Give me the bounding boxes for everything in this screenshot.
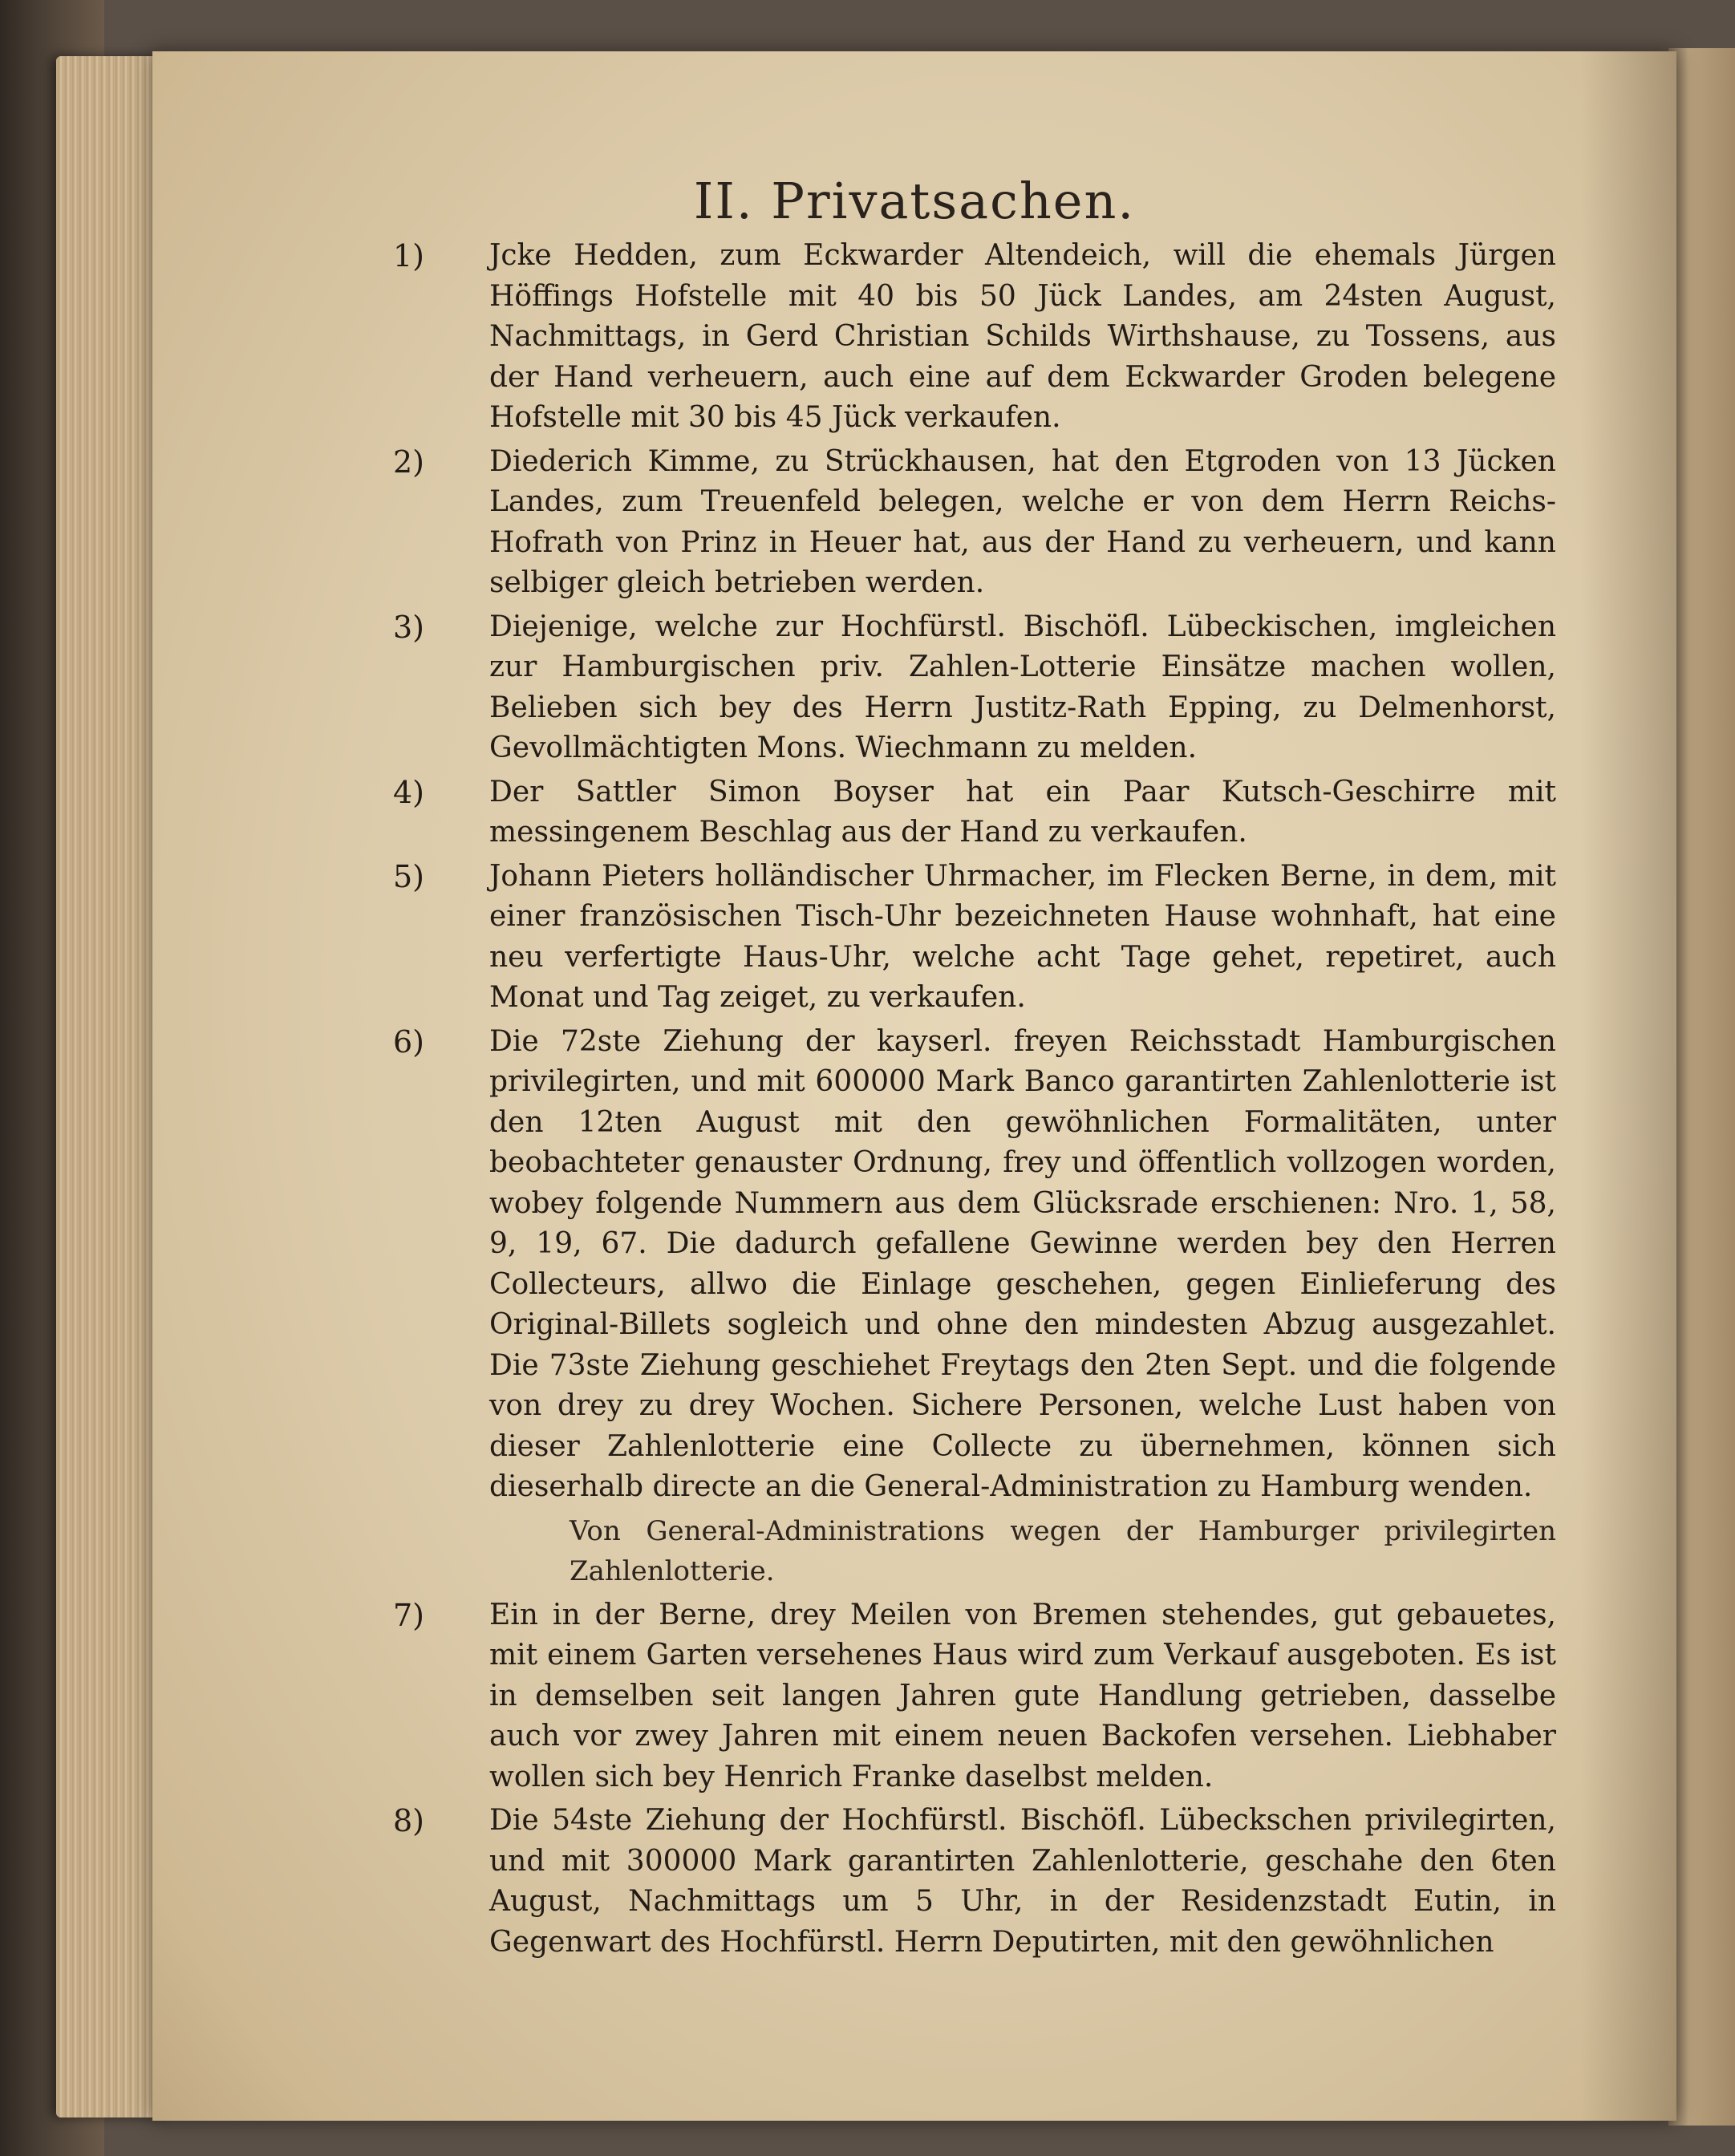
entry <box>152 607 1676 769</box>
entry-text: Ein in der Berne, drey Meilen von Bremen stehendes, gut gebauetes, mit einem Garten versehenes Haus wird zum Verkauf ausgeboten. Es ist in demselben seit langen Jahren gute Handlung getrieben, dasselbe auch vor zwey Jahren mit einem neuen Backofen versehen. Liebhaber wollen sich bey Henrich Franke daselbst melden. <box>489 1598 1556 1793</box>
facing-page-edge <box>1668 48 1735 2126</box>
entry <box>152 1022 1676 1508</box>
entry-number: 5) <box>393 858 425 894</box>
entry-text: Johann Pieters holländischer Uhrmacher, im Flecken Berne, in dem, mit einer französischen Tisch-Uhr bezeichneten Hause wohnhaft, hat eine neu verfertigte Haus-Uhr, welche acht Tage gehet, repetiret, auch Monat und Tag zeiget, zu verkaufen. <box>489 859 1556 1014</box>
entry-text: Der Sattler Simon Boyser hat ein Paar Kutsch-Geschirre mit messingenem Beschlag aus der Hand zu verkaufen. <box>489 775 1556 849</box>
entry-text: Die 72ste Ziehung der kayserl. freyen Reichsstadt Hamburgischen privilegirten, und mit 600000 Mark Banco garantirten Zahlenlotterie ist den 12ten August mit den gewöhnlichen Formalitäten, unter beobachteter genauster Ordnung, frey und öffentlich vollzogen worden, wobey folgende Nummern aus dem Glücksrade erschienen: Nro. 1, 58, 9, 19, 67. Die dadurch gefallene Gewinne werden bey den Herren Collecteurs, allwo die Einlage geschehen, gegen Einlieferung des Original-Billets sogleich und ohne den mindesten Abzug ausgezahlet. Die 73ste Ziehung geschiehet Freytags den 2ten Sept. und die folgende von drey zu drey Wochen. Sichere Personen, welche Lust haben von dieser Zahlenlotterie eine Collecte zu übernehmen, können sich dieserhalb directe an die General-Administration zu Hamburg wenden. <box>489 1024 1556 1503</box>
entry <box>152 236 1676 439</box>
page-edges <box>56 56 168 2118</box>
entry-number: 7) <box>393 1597 425 1633</box>
document-page <box>152 51 1676 2121</box>
entry <box>152 857 1676 1019</box>
page-title: II. Privatsachen. <box>693 172 1136 230</box>
entry-text: Die 54ste Ziehung der Hochfürstl. Bischöfl. Lübeckschen privilegirten, und mit 300000 Mark garantirten Zahlenlotterie, geschahe den 6ten August, Nachmittags um 5 Uhr, in der Residenzstadt Eutin, in Gegenwart des Hochfürstl. Herrn Deputirten, mit den gewöhnlichen <box>489 1804 1556 1959</box>
entry <box>152 1801 1676 1963</box>
entry-text: Jcke Hedden, zum Eckwarder Altendeich, will die ehemals Jürgen Höffings Hofstelle mit 40 bis 50 Jück Landes, am 24sten August, Nachmittags, in Gerd Christian Schilds Wirthshause, zu Tossens, aus der Hand verheuern, auch eine auf dem Eckwarder Groden belegene Hofstelle mit 30 bis 45 Jück verkaufen. <box>489 239 1556 434</box>
entry-signature: Von General-Administrations wegen der Hamburger privilegirten Zahlenlotterie. <box>570 1514 1556 1587</box>
entry-number: 2) <box>393 444 425 480</box>
entry-number: 6) <box>393 1023 425 1060</box>
entry-number: 1) <box>393 238 425 274</box>
entry-number: 4) <box>393 774 425 810</box>
entry-number: 8) <box>393 1803 425 1838</box>
entry-text: Diejenige, welche zur Hochfürstl. Bischöfl. Lübeckischen, imgleichen zur Hamburgischen priv. Zahlen-Lotterie Einsätze machen wollen, Belieben sich bey des Herrn Justitz-Rath Epping, zu Delmenhorst, Gevollmächtigten Mons. Wiechmann zu melden. <box>489 610 1556 764</box>
entry <box>152 1595 1676 1798</box>
entry <box>152 442 1676 604</box>
entry-text: Diederich Kimme, zu Strückhausen, hat den Etgroden von 13 Jücken Landes, zum Treuenfeld belegen, welche er von dem Herrn Reichs-Hofrath von Prinz in Heuer hat, aus der Hand zu verheuern, und kann selbiger gleich betrieben werden. <box>489 444 1556 599</box>
entry <box>152 772 1676 853</box>
entry-list <box>152 236 1676 1966</box>
entry-number: 3) <box>393 609 425 645</box>
